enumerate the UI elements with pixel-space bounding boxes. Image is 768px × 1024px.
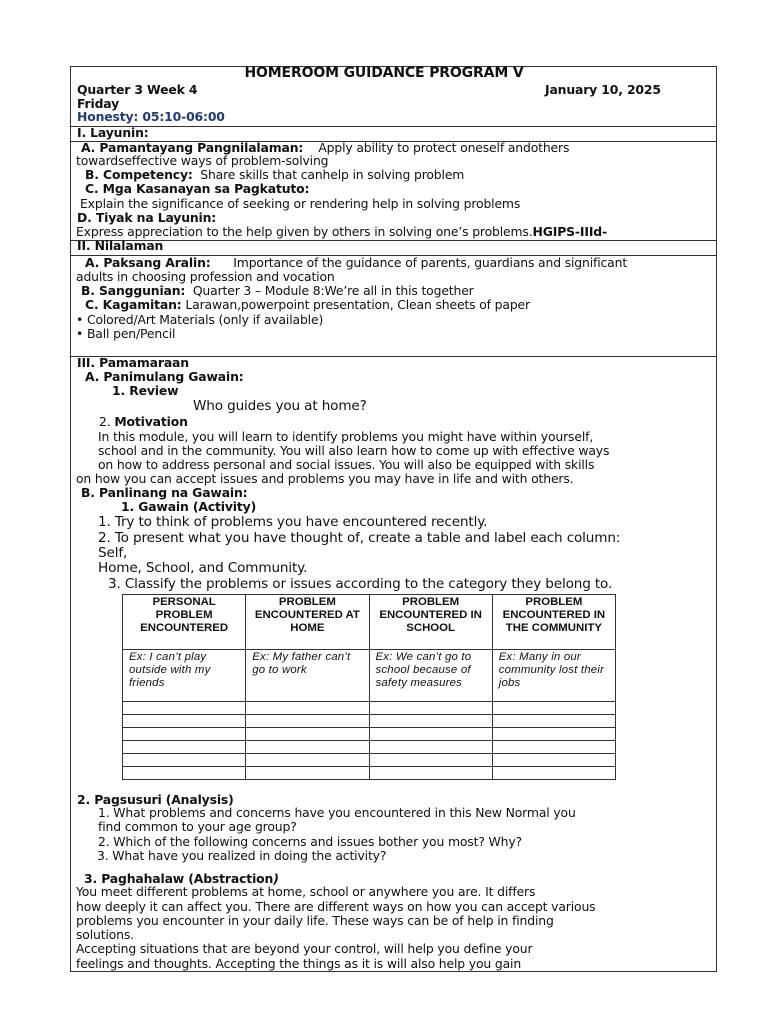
text: Importance of the guidance of parents, guardians and significant (233, 255, 628, 270)
table-row (123, 754, 616, 767)
empty-cell (246, 767, 369, 780)
label: A. Paksang Aralin: (85, 255, 211, 270)
empty-cell (492, 702, 615, 715)
empty-cell (123, 767, 246, 780)
section-heading: I. Layunin: (77, 125, 149, 140)
paragraph-line: school and in the community. You will also learn how to come up with effective ways (98, 443, 610, 458)
divider (70, 240, 717, 241)
empty-cell (369, 702, 492, 715)
content-a (85, 256, 627, 270)
subheading: 1. Gawain (Activity) (121, 499, 257, 514)
subheading (99, 415, 188, 429)
column-header: PROBLEM ENCOUNTERED IN THE COMMUNITY (492, 595, 615, 650)
num: 2. (99, 414, 111, 429)
problem-classification-table (122, 594, 616, 780)
label: 3. Paghahalaw (Abstraction (84, 871, 274, 886)
empty-cell (246, 702, 369, 715)
text: Share skills that canhelp in solving problem (200, 167, 465, 182)
empty-cell (369, 728, 492, 741)
table-row (123, 728, 616, 741)
step: Self, (98, 545, 128, 561)
objective-c-text: Explain the significance of seeking or rendering help in solving problems (80, 196, 521, 211)
column-header: PROBLEM ENCOUNTERED IN SCHOOL (369, 595, 492, 650)
empty-cell (123, 702, 246, 715)
label: C. Kagamitan: (85, 297, 182, 312)
code: HGIPS-IIId- (532, 224, 608, 239)
text: Quarter 3 – Module 8:We’re all in this together (192, 283, 474, 298)
table-row (123, 767, 616, 780)
paragraph-line: feelings and thoughts. Accepting the things as it is will also help you gain (76, 956, 522, 971)
table-header-row (123, 595, 616, 650)
question: 2. Which of the following concerns and issues bother you most? Why? (98, 834, 522, 849)
label-end: ) (273, 871, 279, 886)
step: 2. To present what you have thought of, create a table and label each column: (98, 530, 621, 546)
question: 3. What have you realized in doing the activity? (97, 848, 387, 863)
column-header: PROBLEM ENCOUNTERED AT HOME (246, 595, 369, 650)
content-c (85, 298, 530, 312)
example-cell: Ex: My father can’t go to work (246, 650, 369, 702)
step: 1. Try to think of problems you have encountered recently. (98, 514, 488, 530)
step: Home, School, and Community. (98, 560, 308, 576)
empty-cell (492, 741, 615, 754)
objective-b (85, 168, 464, 182)
empty-cell (246, 715, 369, 728)
example-cell: Ex: We can’t go to school because of safety measures (369, 650, 492, 702)
text: Express appreciation to the help given by others in solving one’s problems. (76, 224, 533, 239)
text: Larawan,powerpoint presentation, Clean sheets of paper (185, 297, 530, 312)
empty-cell (246, 754, 369, 767)
empty-cell (246, 728, 369, 741)
empty-cell (123, 754, 246, 767)
review-question: Who guides you at home? (193, 398, 367, 414)
question: 1. What problems and concerns have you encountered in this New Normal you (98, 805, 576, 820)
paragraph-line: In this module, you will learn to identify problems you might have within yourself, (98, 429, 594, 444)
paragraph-line: Accepting situations that are beyond your control, will help you define your (76, 941, 533, 956)
material-item: • Colored/Art Materials (only if available) (76, 312, 324, 327)
empty-cell (492, 754, 615, 767)
paragraph-line: problems you encounter in your daily life. These ways can be of help in finding (76, 913, 554, 928)
table-row (123, 702, 616, 715)
empty-cell (369, 741, 492, 754)
objective-a-cont: towardseffective ways of problem-solving (76, 153, 329, 168)
label: A. Pamantayang Pangnilalaman: (81, 140, 304, 155)
label: B. Competency: (85, 167, 193, 182)
table-row (123, 650, 616, 702)
paragraph-line: You meet different problems at home, school or anywhere you are. It differs (76, 884, 536, 899)
section-heading: III. Pamamaraan (77, 355, 189, 370)
paragraph-line: how deeply it can affect you. There are different ways on how you can accept various (76, 899, 596, 914)
empty-cell (369, 715, 492, 728)
paragraph-line: on how you can accept issues and problems you may have in life and with others. (76, 471, 574, 486)
text: Apply ability to protect oneself andothers (318, 140, 570, 155)
section-time: Honesty: 05:10-06:00 (77, 109, 225, 124)
date: January 10, 2025 (545, 82, 661, 97)
example-cell: Ex: Many in our community lost their jobs (492, 650, 615, 702)
column-header: PERSONAL PROBLEM ENCOUNTERED (123, 595, 246, 650)
empty-cell (123, 728, 246, 741)
label: B. Sanggunian: (81, 283, 186, 298)
content-a-cont: adults in choosing profession and vocation (76, 269, 335, 284)
material-item: • Ball pen/Pencil (76, 326, 176, 341)
content-b (81, 284, 474, 298)
paragraph-line: solutions. (76, 927, 134, 942)
section-heading: II. Nilalaman (77, 238, 164, 253)
empty-cell (123, 741, 246, 754)
empty-cell (492, 767, 615, 780)
empty-cell (369, 767, 492, 780)
subheading: A. Panimulang Gawain: (85, 369, 244, 384)
question: find common to your age group? (98, 819, 297, 834)
table-row (123, 715, 616, 728)
step: 3. Classify the problems or issues according to the category they belong to. (108, 576, 613, 592)
page-title: HOMEROOM GUIDANCE PROGRAM V (244, 65, 524, 81)
objective-c-label: C. Mga Kasanayan sa Pagkatuto: (85, 181, 310, 196)
empty-cell (123, 715, 246, 728)
subheading: B. Panlinang na Gawain: (81, 485, 248, 500)
empty-cell (492, 715, 615, 728)
table-row (123, 741, 616, 754)
subheading: 1. Review (112, 383, 179, 398)
divider (70, 126, 717, 127)
objective-d-label: D. Tiyak na Layunin: (77, 210, 217, 225)
example-cell: Ex: I can’t play outside with my friends (123, 650, 246, 702)
day: Friday (77, 96, 120, 111)
objective-d-text (76, 225, 607, 239)
paragraph-line: on how to address personal and social issues. You will also be equipped with skills (98, 457, 595, 472)
label: Motivation (114, 414, 188, 429)
empty-cell (246, 741, 369, 754)
empty-cell (369, 754, 492, 767)
subheading: 2. Pagsusuri (Analysis) (77, 792, 234, 807)
quarter-week: Quarter 3 Week 4 (77, 82, 198, 97)
empty-cell (492, 728, 615, 741)
